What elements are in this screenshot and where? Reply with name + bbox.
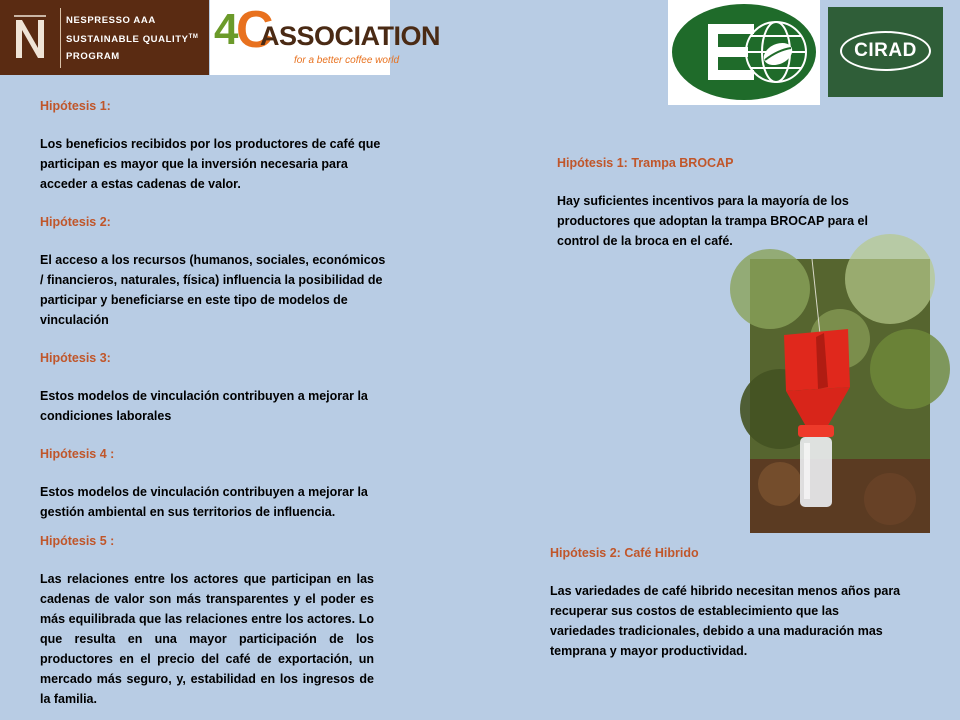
4c-association-logo	[210, 0, 441, 75]
cirad-logo	[828, 7, 943, 97]
nespresso-n-icon	[10, 12, 50, 64]
hypothesis-left-2	[40, 212, 392, 330]
hypothesis-heading: Hipótesis 3:	[40, 351, 111, 365]
nespresso-logo	[0, 0, 209, 75]
hypothesis-heading: Hipótesis 5 :	[40, 534, 115, 548]
hypothesis-heading: Hipótesis 1:	[40, 99, 111, 113]
4c-numeral: 4	[214, 5, 239, 54]
hypothesis-heading: Hipótesis 4 :	[40, 447, 115, 461]
hypothesis-left-5	[40, 531, 374, 709]
globe-coffee-bean-icon	[668, 0, 820, 105]
4c-word: ASSOCIATION	[260, 21, 441, 51]
hypothesis-body: Las variedades de café hibrido necesitan menos años para recuperar sus costos de establecimiento que las variedades tradicionales, debido a una maduración mas temprana y mayor productividad.	[550, 584, 901, 658]
hypothesis-left-1	[40, 96, 392, 194]
hypothesis-heading: Hipótesis 1: Trampa BROCAP	[557, 156, 734, 170]
4c-tagline: for a better coffee world	[294, 55, 400, 66]
hypothesis-heading: Hipótesis 2:	[40, 215, 111, 229]
hypothesis-left-4	[40, 444, 392, 522]
hypothesis-body: El acceso a los recursos (humanos, sociales, económicos / financieros, naturales, física) influencia la posibilidad de participar y beneficiarse en este tipo de modelos de vinculación	[40, 253, 386, 327]
hypothesis-right-1	[557, 153, 912, 251]
nespresso-line-2: SUSTAINABLE QUALITY	[66, 34, 189, 46]
hypothesis-body: Las relaciones entre los actores que participan en las cadenas de valor son más transparentes y el poder es más equilibrada que las relaciones entre los actores. Lo que resulta en una mayor participación de los productores en el precio del café de exportación, un mercado más seguro, y, estabilidad en los ingresos de la familia.	[40, 572, 374, 706]
hypothesis-heading: Hipótesis 2: Café Hibrido	[550, 546, 699, 560]
hypothesis-body: Estos modelos de vinculación contribuyen a mejorar la condiciones laborales	[40, 389, 368, 423]
nespresso-divider	[60, 8, 61, 68]
hypothesis-left-3	[40, 348, 392, 426]
brocap-trap-image	[750, 259, 930, 533]
hypothesis-body: Los beneficios recibidos por los productores de café que participan es mayor que la inversión necesaria para acceder a estas cadenas de valor.	[40, 137, 381, 191]
nespresso-text	[66, 12, 198, 65]
hypothesis-body: Hay suficientes incentivos para la mayoría de los productores que adoptan la trampa BROCAP para el control de la broca en el café.	[557, 194, 868, 248]
brocap-trap-photo	[750, 259, 930, 533]
nespresso-tm: TM	[188, 34, 199, 40]
cirad-text: CIRAD	[854, 40, 917, 61]
4c-letter: C	[236, 1, 274, 59]
hypothesis-right-2	[550, 543, 905, 661]
globe-logo	[668, 0, 820, 105]
nespresso-line-3: PROGRAM	[66, 51, 120, 63]
hypothesis-body: Estos modelos de vinculación contribuyen a mejorar la gestión ambiental en sus territorios de influencia.	[40, 485, 368, 519]
nespresso-line-1: NESPRESSO AAA	[66, 15, 156, 26]
